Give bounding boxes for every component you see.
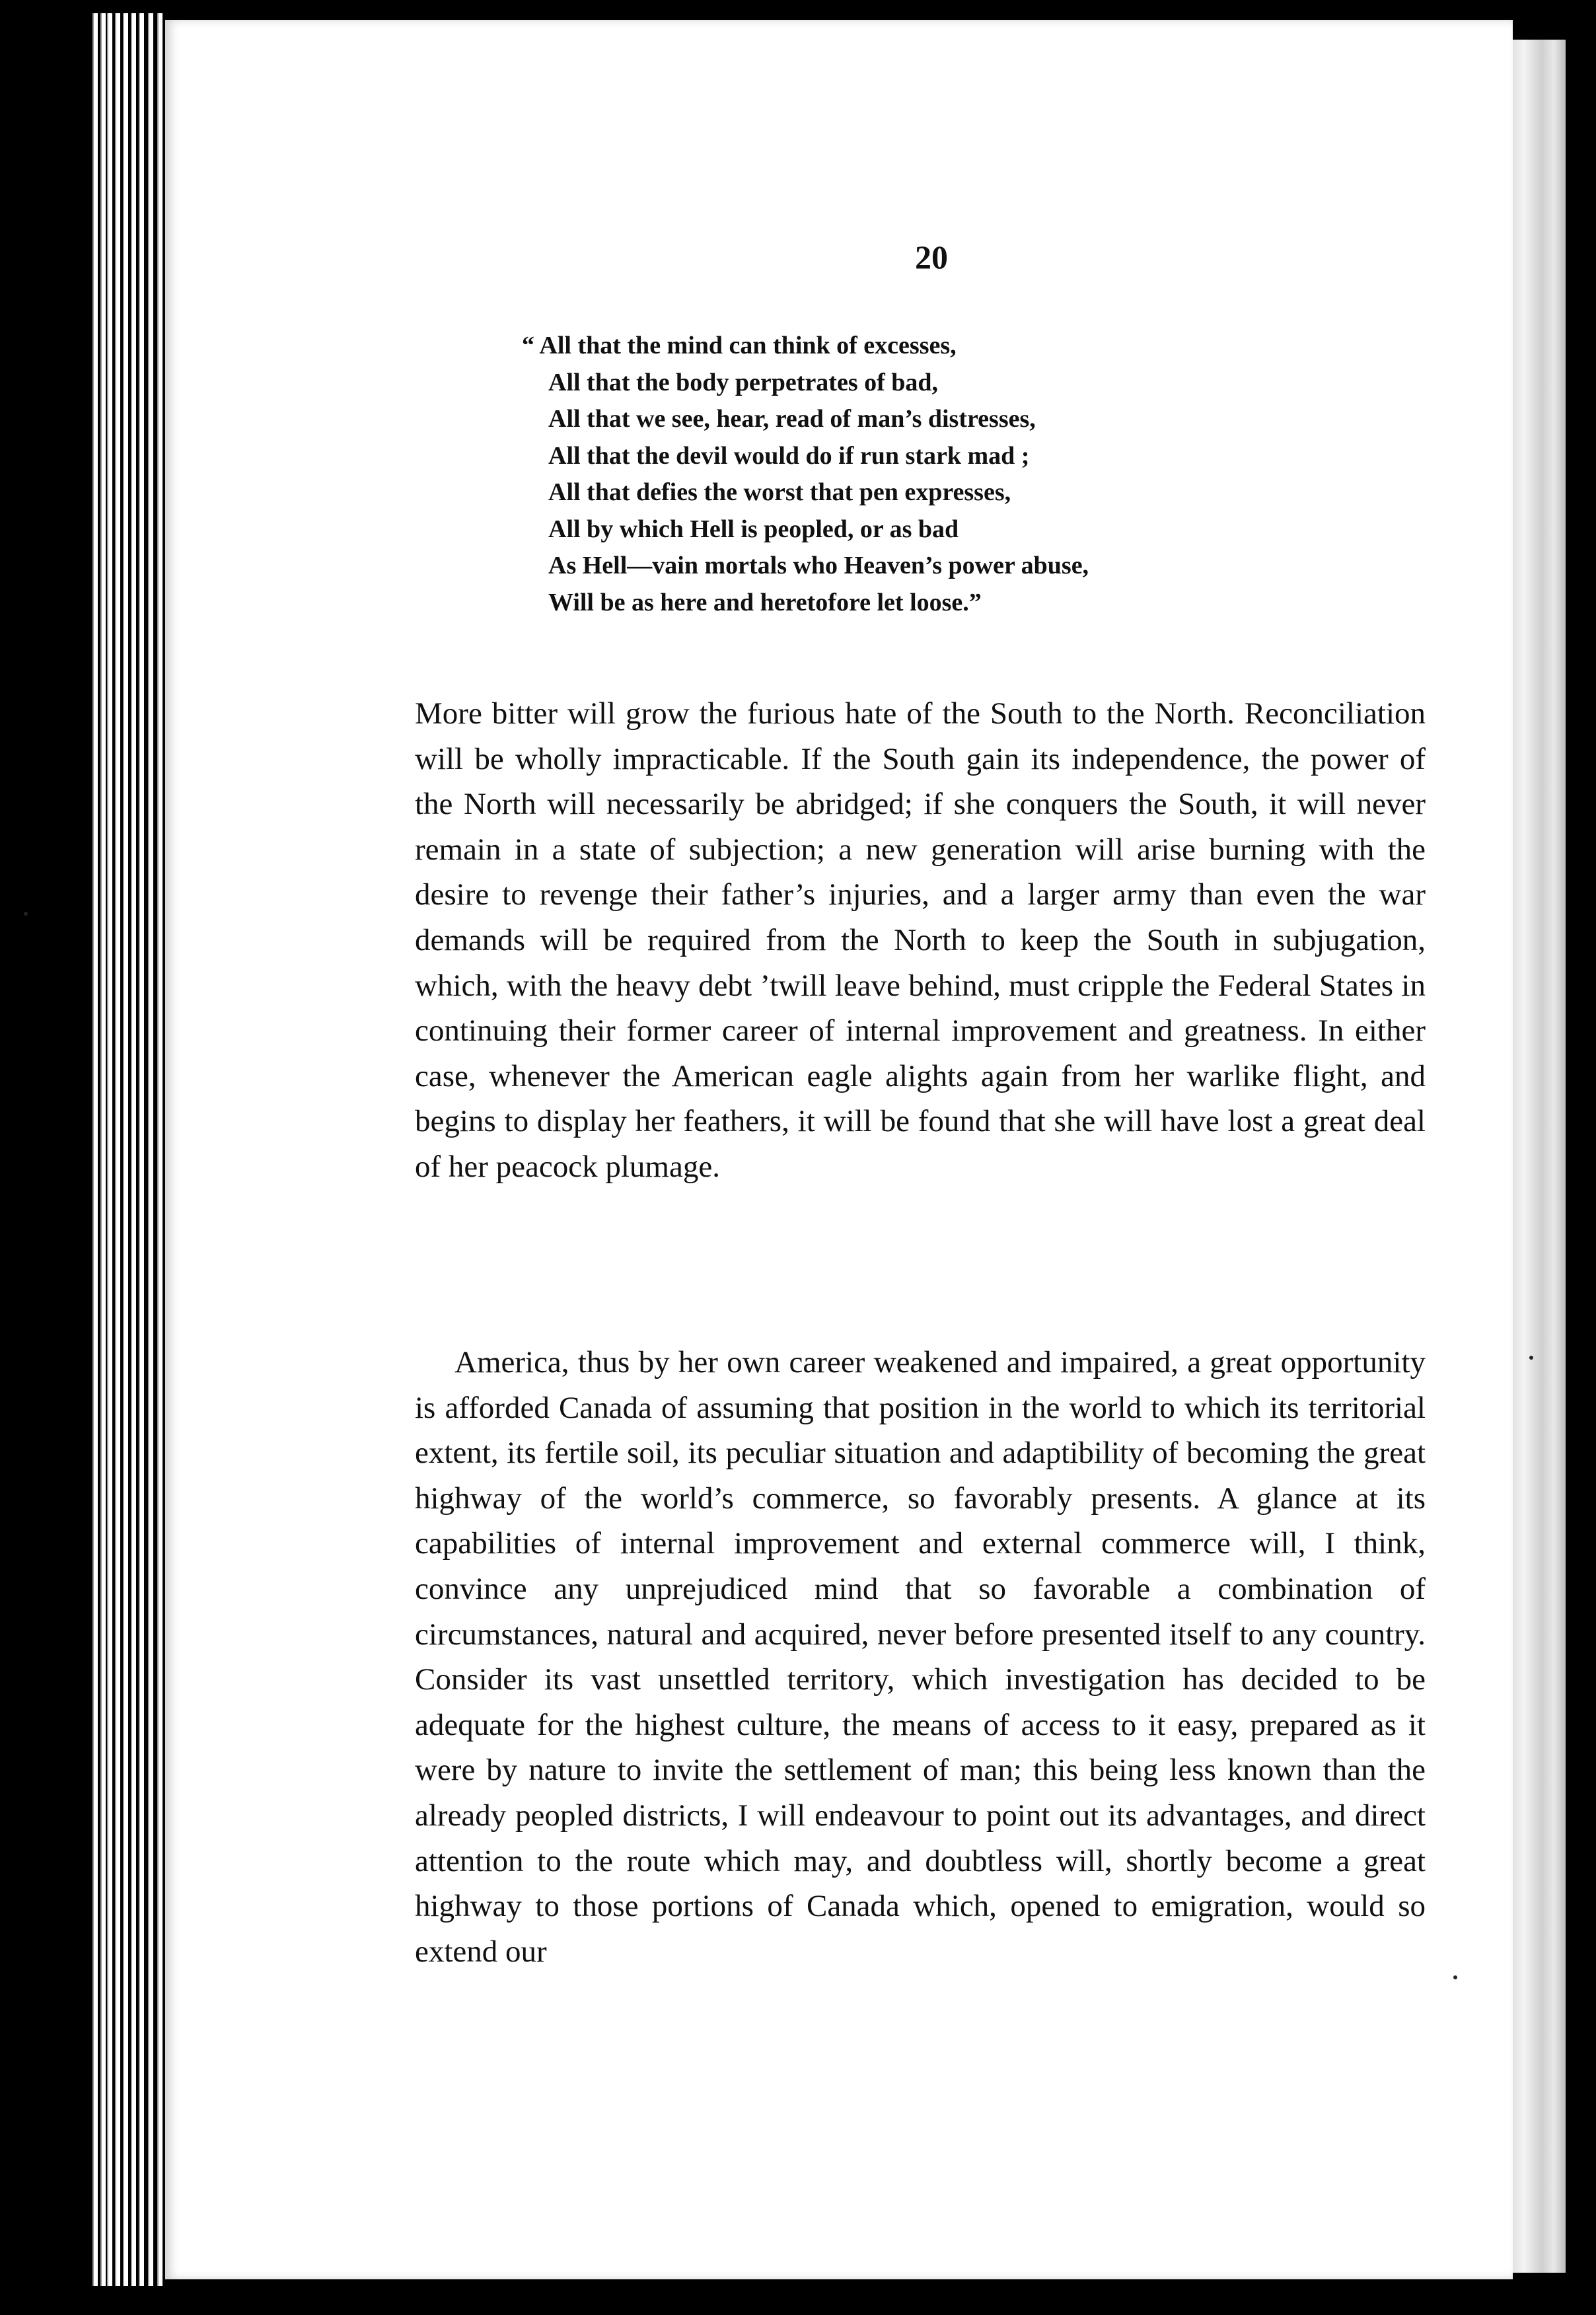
poem-line: Will be as here and heretofore let loose.” bbox=[548, 588, 982, 616]
body-paragraph: America, thus by her own career weakened and impaired, a great opportunity is afforded Canada of assuming that position in the world to which its territorial extent, its fertile soil, its peculiar situation and adaptibility of becoming the great highway of the world’s commerce, so favorably presents. A glance at its capabilities of internal improvement and external commerce will, I think, convince any unprejudiced mind that so favorable a combination of circumstances, natural and acquired, never before presented itself to any country. Consider its vast unsettled territory, which investigation has decided to be adequate for the highest culture, the means of access to it easy, prepared as it were by nature to invite the settlement of man; this being less known than the already peopled districts, I will endeavour to point out its advantages, and direct attention to the route which may, and doubtless will, shortly become a great highway to those portions of Canada which, opened to emigration, would so extend our bbox=[415, 1345, 1426, 1969]
poem-line: “ All that the mind can think of excesses, bbox=[522, 332, 957, 359]
poem-line: As Hell—vain mortals who Heaven’s power abuse, bbox=[548, 552, 1089, 579]
poem-quotation bbox=[522, 328, 1341, 621]
body-paragraph: More bitter will grow the furious hate of the South to the North. Reconciliation will be wholly impracticable. If the South gain its independence, the power of the North will necessarily be abridged; if she conquers the South, it will never remain in a state of subjection; a new generation will arise burning with the desire to revenge their father’s injuries, and a larger army than even the war demands will be required from the North to keep the South in subjugation, which, with the heavy debt ’twill leave behind, must cripple the Federal States in continuing their former career of internal improvement and greatness. In either case, whenever the American eagle alights again from her warlike flight, and begins to display her feathers, it will be found that she will have lost a great deal of her peacock plumage. bbox=[415, 696, 1426, 1184]
right-page-edges bbox=[1506, 40, 1566, 2273]
poem-line: All that the body perpetrates of bad, bbox=[548, 368, 939, 396]
scan-speck bbox=[24, 912, 28, 916]
scan-speck bbox=[1529, 1356, 1533, 1360]
poem-line: All by which Hell is peopled, or as bad bbox=[548, 515, 959, 543]
page-number: 20 bbox=[915, 239, 948, 276]
poem-line: All that the devil would do if run stark mad ; bbox=[548, 441, 1030, 470]
scan-speck bbox=[1453, 1975, 1457, 1979]
poem-line: All that we see, hear, read of man’s distresses, bbox=[548, 405, 1036, 433]
poem-line: All that defies the worst that pen expresses, bbox=[548, 478, 1011, 506]
